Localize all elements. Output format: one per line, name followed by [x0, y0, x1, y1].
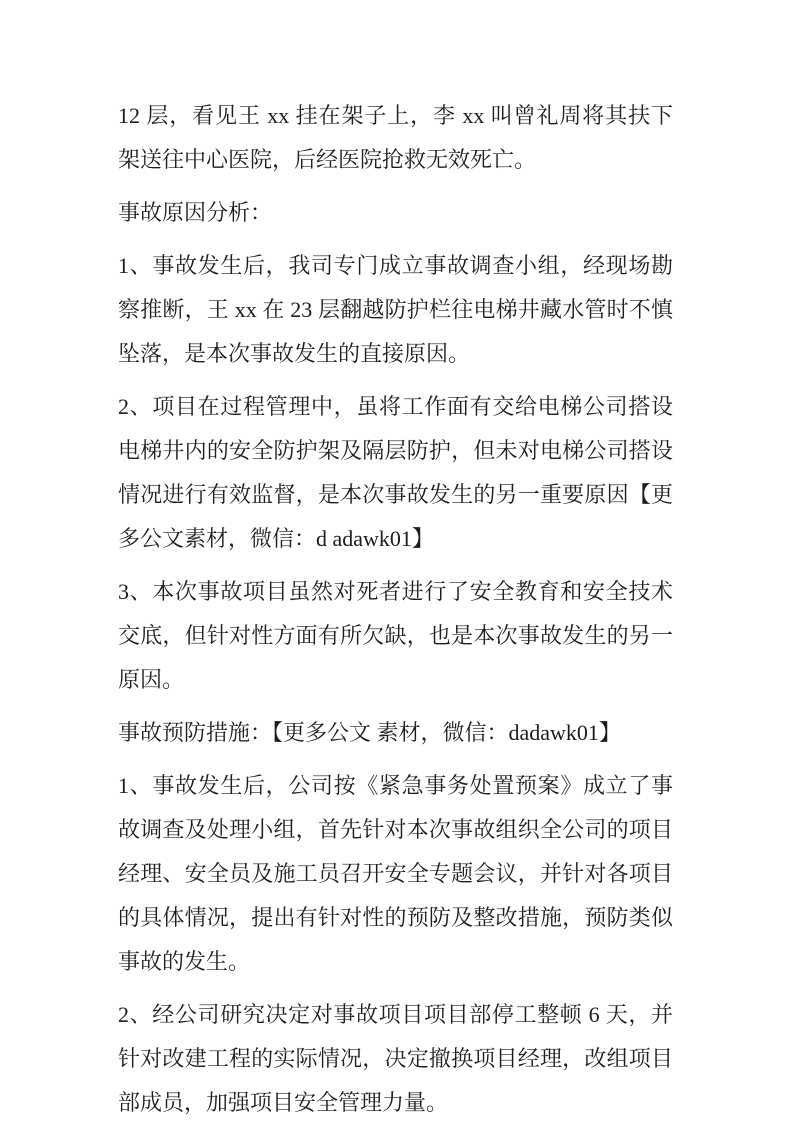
cause-item-1: 1、事故发生后，我司专门成立事故调查小组，经现场勘察推断，王 xx 在 23 层翻越防护栏往电梯井藏水管时不慎坠落，是本次事故发生的直接原因。 — [118, 253, 673, 366]
body-paragraph-continuation: 12 层，看见王 xx 挂在架子上，李 xx 叫曾礼周将其扶下架送往中心医院，后经医院抢救无效死亡。 — [118, 103, 673, 172]
cause-item-2: 2、项目在过程管理中，虽将工作面有交给电梯公司搭设电梯井内的安全防护架及隔层防护，但未对电梯公司搭设情况进行有效监督，是本次事故发生的另一重要原因【更多公文素材，微信：d adawk01】 — [118, 394, 673, 551]
section-heading-prevention-measures: 事故预防措施：【更多公文 素材，微信：dadawk01】 — [118, 720, 621, 745]
section-heading-cause-analysis: 事故原因分析： — [118, 200, 273, 225]
prevention-item-1: 1、事故发生后，公司按《紧急事务处置预案》成立了事故调查及处理小组，首先针对本次事故组织全公司的项目经理、安全员及施工员召开安全专题会议，并针对各项目的具体情况，提出有针对性的预防及整改措施，预防类似事故的发生。 — [118, 773, 673, 974]
cause-item-3: 3、本次事故项目虽然对死者进行了安全教育和安全技术交底，但针对性方面有所欠缺，也是本次事故发生的另一原因。 — [118, 579, 673, 692]
prevention-item-2: 2、经公司研究决定对事故项目项目部停工整顿 6 天，并针对改建工程的实际情况，决定撤换项目经理，改组项目部成员，加强项目安全管理力量。 — [118, 1002, 673, 1115]
